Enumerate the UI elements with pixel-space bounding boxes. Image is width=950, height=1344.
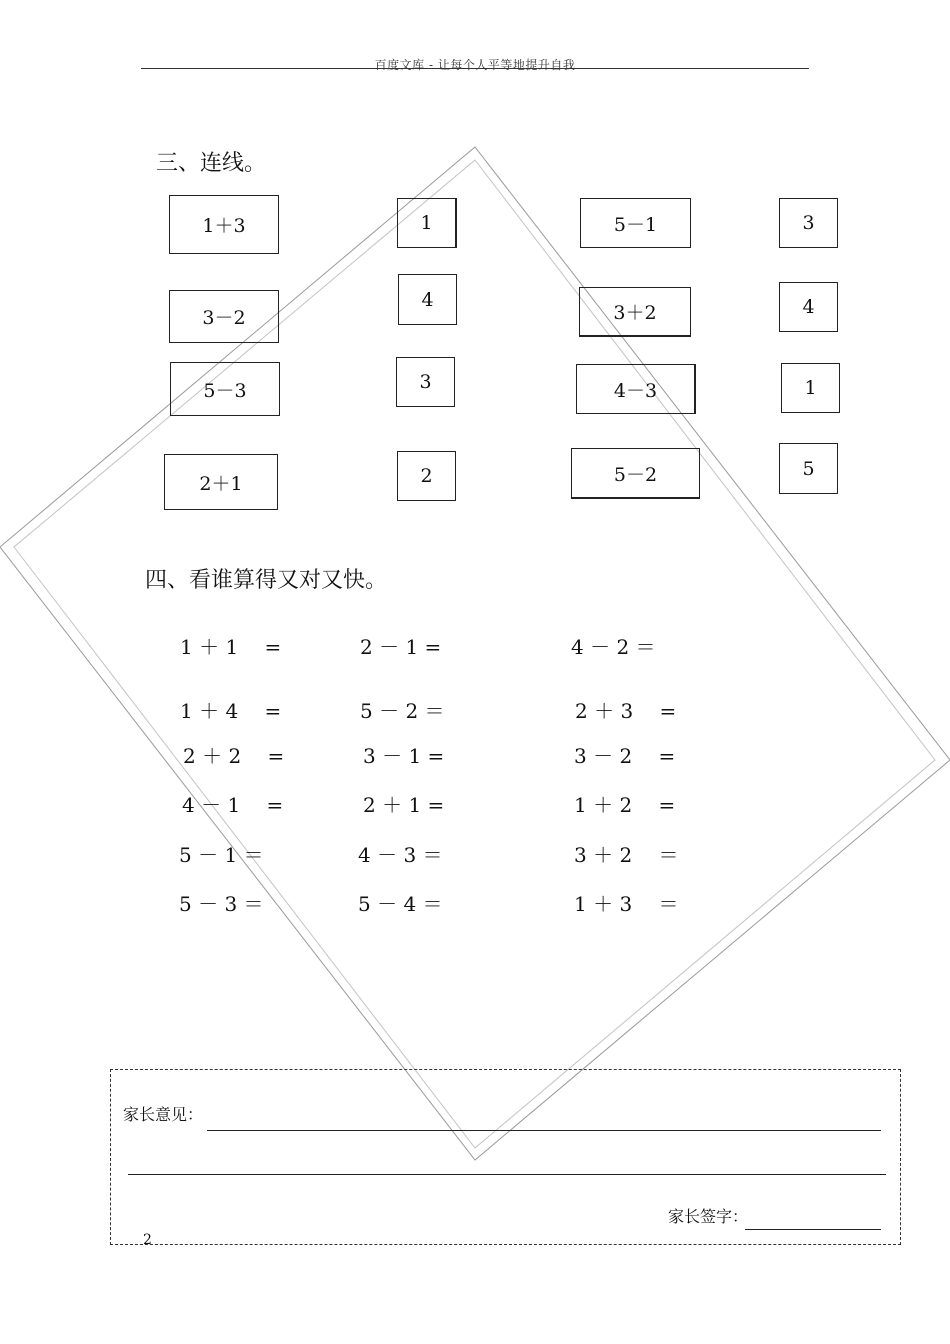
match-box-expression[interactable]: 5－1 (580, 198, 691, 248)
equation: 1 ＋ 1 = (180, 635, 282, 659)
match-box-expression[interactable]: 3＋2 (579, 287, 691, 337)
parent-signature-label: 家长签字： (668, 1207, 749, 1226)
match-box-answer[interactable]: 1 (781, 363, 840, 413)
page-number: 2 (143, 1232, 152, 1248)
opinion-line-2[interactable] (128, 1174, 886, 1175)
equation: 4 － 1 = (182, 793, 284, 817)
match-box-expression[interactable]: 5－2 (571, 448, 700, 499)
equation: 5 － 2 ＝ (360, 699, 445, 723)
equation: 3 ＋ 2 ＝ (574, 843, 679, 867)
match-box-answer[interactable]: 1 (397, 198, 457, 248)
match-box-answer[interactable]: 4 (779, 282, 838, 332)
match-box-answer[interactable]: 3 (779, 198, 838, 248)
match-box-expression[interactable]: 2＋1 (164, 454, 278, 510)
parent-opinion-label: 家长意见： (123, 1105, 204, 1124)
match-box-expression[interactable]: 5－3 (170, 362, 280, 416)
equation: 2 ＋ 2 = (183, 744, 285, 768)
match-box-answer[interactable]: 5 (779, 443, 838, 494)
section-4-title: 四、看谁算得又对又快。 (145, 568, 388, 593)
equation: 3 － 1 = (363, 744, 445, 768)
equation: 4 － 3 ＝ (358, 843, 443, 867)
equation: 1 ＋ 4 = (180, 699, 282, 723)
parent-opinion-box (110, 1069, 901, 1245)
equation: 1 ＋ 2 = (574, 793, 676, 817)
match-box-answer[interactable]: 4 (398, 274, 457, 325)
page-header: 百度文库 - 让每个人平等地提升自我 (374, 58, 576, 72)
equation: 3 － 2 = (574, 744, 676, 768)
match-box-expression[interactable]: 3－2 (169, 290, 279, 343)
equation: 1 ＋ 3 ＝ (574, 892, 679, 916)
equation: 4 － 2 ＝ (571, 635, 656, 659)
section-3-title: 三、连线。 (156, 151, 267, 176)
header-rule (141, 68, 809, 69)
equation: 5 － 1 ＝ (179, 843, 264, 867)
match-box-answer[interactable]: 3 (396, 357, 455, 407)
equation: 5 － 3 ＝ (179, 892, 264, 916)
equation: 2 － 1 = (360, 635, 442, 659)
match-box-answer[interactable]: 2 (397, 451, 456, 501)
signature-line[interactable] (745, 1229, 881, 1230)
equation: 5 － 4 ＝ (358, 892, 443, 916)
match-box-expression[interactable]: 1＋3 (169, 195, 279, 254)
opinion-line-1[interactable] (207, 1130, 881, 1131)
equation: 2 ＋ 1 = (363, 793, 445, 817)
match-box-expression[interactable]: 4－3 (576, 364, 696, 414)
equation: 2 ＋ 3 = (575, 699, 677, 723)
